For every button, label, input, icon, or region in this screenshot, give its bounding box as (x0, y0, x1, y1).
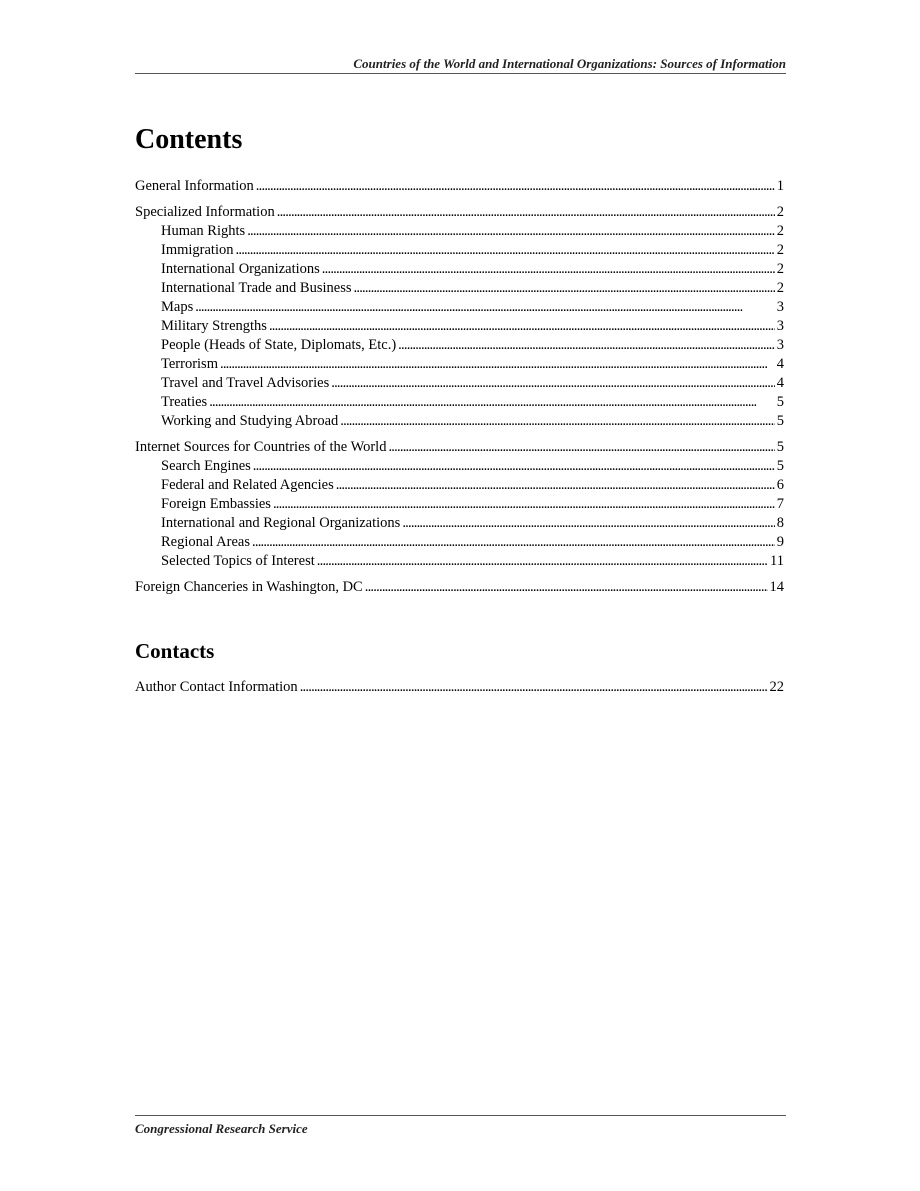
toc-entry[interactable] (135, 495, 784, 514)
toc-entry-label: Regional Areas (161, 534, 250, 550)
running-header: Countries of the World and International Organizations: Sources of Information (135, 56, 786, 74)
toc-entry-page-number: 2 (776, 261, 784, 277)
toc-dot-leader (252, 533, 775, 552)
toc-entry-label: Author Contact Information (135, 679, 298, 695)
toc-entry-page-number: 3 (776, 318, 784, 334)
toc-entry[interactable] (135, 438, 784, 457)
toc-entry[interactable] (135, 533, 784, 552)
toc-entry-label: Foreign Embassies (161, 496, 271, 512)
toc-entry-label: Immigration (161, 242, 234, 258)
toc-dot-leader (300, 678, 768, 697)
contacts-toc-list (135, 678, 784, 697)
toc-entry-page-number: 9 (776, 534, 784, 550)
toc-entry[interactable] (135, 241, 784, 260)
toc-entry-label: Military Strengths (161, 318, 267, 334)
toc-dot-leader (247, 222, 775, 241)
toc-dot-leader (236, 241, 775, 260)
toc-entry[interactable] (135, 457, 784, 476)
toc-entry[interactable] (135, 336, 784, 355)
toc-entry-label: Search Engines (161, 458, 251, 474)
toc-entry-page-number: 5 (776, 458, 784, 474)
toc-entry-label: Specialized Information (135, 204, 275, 220)
toc-entry[interactable] (135, 203, 784, 222)
toc-dot-leader (331, 374, 775, 393)
toc-entry-label: Working and Studying Abroad (161, 413, 339, 429)
toc-dot-leader (269, 317, 775, 336)
toc-dot-leader (220, 355, 775, 374)
contacts-heading: Contacts (135, 639, 215, 663)
toc-entry-label: International and Regional Organizations (161, 515, 401, 531)
toc-dot-leader (256, 177, 775, 196)
toc-entry-label: Travel and Travel Advisories (161, 375, 330, 391)
running-footer: Congressional Research Service (135, 1115, 786, 1137)
toc-entry[interactable] (135, 222, 784, 241)
toc-entry-page-number: 6 (776, 477, 784, 493)
toc-entry-label: Selected Topics of Interest (161, 553, 315, 569)
toc-dot-leader (209, 393, 775, 412)
toc-entry-page-number: 4 (776, 375, 784, 391)
toc-entry-label: Federal and Related Agencies (161, 477, 334, 493)
toc-entry-label: Treaties (161, 394, 208, 410)
toc-entry[interactable] (135, 578, 784, 597)
toc-dot-leader (336, 476, 775, 495)
toc-entry-page-number: 22 (769, 679, 784, 695)
toc-entry[interactable] (135, 279, 784, 298)
toc-dot-leader (253, 457, 775, 476)
toc-entry[interactable] (135, 177, 784, 196)
toc-entry[interactable] (135, 678, 784, 697)
toc-entry-page-number: 2 (776, 242, 784, 258)
toc-entry-label: International Organizations (161, 261, 320, 277)
toc-entry-page-number: 1 (776, 178, 784, 194)
toc-dot-leader (388, 438, 774, 457)
toc-dot-leader (195, 298, 775, 317)
toc-entry[interactable] (135, 412, 784, 431)
toc-entry[interactable] (135, 552, 784, 571)
toc-dot-leader (340, 412, 775, 431)
toc-dot-leader (354, 279, 775, 298)
toc-entry-page-number: 11 (770, 553, 784, 569)
contents-heading: Contents (135, 124, 243, 155)
toc-entry[interactable] (135, 374, 784, 393)
toc-entry-label: Internet Sources for Countries of the World (135, 439, 387, 455)
toc-entry[interactable] (135, 476, 784, 495)
toc-entry-page-number: 2 (776, 204, 784, 220)
toc-entry-label: People (Heads of State, Diplomats, Etc.) (161, 337, 397, 353)
toc-entry-page-number: 2 (776, 223, 784, 239)
toc-entry-label: Terrorism (161, 356, 218, 372)
toc-entry-page-number: 4 (776, 356, 784, 372)
toc-entry-label: Human Rights (161, 223, 246, 239)
toc-entry-label: International Trade and Business (161, 280, 352, 296)
toc-dot-leader (402, 514, 774, 533)
toc-dot-leader (365, 578, 768, 597)
toc-entry[interactable] (135, 514, 784, 533)
toc-entry-page-number: 3 (776, 337, 784, 353)
toc-dot-leader (273, 495, 775, 514)
toc-entry[interactable] (135, 298, 784, 317)
toc-dot-leader (277, 203, 775, 222)
toc-entry[interactable] (135, 393, 784, 412)
toc-entry-page-number: 14 (769, 579, 784, 595)
toc-entry-label: General Information (135, 178, 254, 194)
toc-entry-page-number: 5 (776, 439, 784, 455)
toc-entry-label: Maps (161, 299, 194, 315)
toc-entry-page-number: 3 (776, 299, 784, 315)
contents-toc-list (135, 177, 784, 597)
toc-entry-page-number: 5 (776, 394, 784, 410)
toc-entry-page-number: 8 (776, 515, 784, 531)
toc-entry[interactable] (135, 355, 784, 374)
toc-entry-page-number: 7 (776, 496, 784, 512)
toc-entry-page-number: 2 (776, 280, 784, 296)
toc-entry[interactable] (135, 260, 784, 279)
toc-entry-label: Foreign Chanceries in Washington, DC (135, 579, 363, 595)
toc-dot-leader (398, 336, 775, 355)
toc-dot-leader (317, 552, 768, 571)
toc-dot-leader (322, 260, 775, 279)
toc-entry[interactable] (135, 317, 784, 336)
toc-entry-page-number: 5 (776, 413, 784, 429)
